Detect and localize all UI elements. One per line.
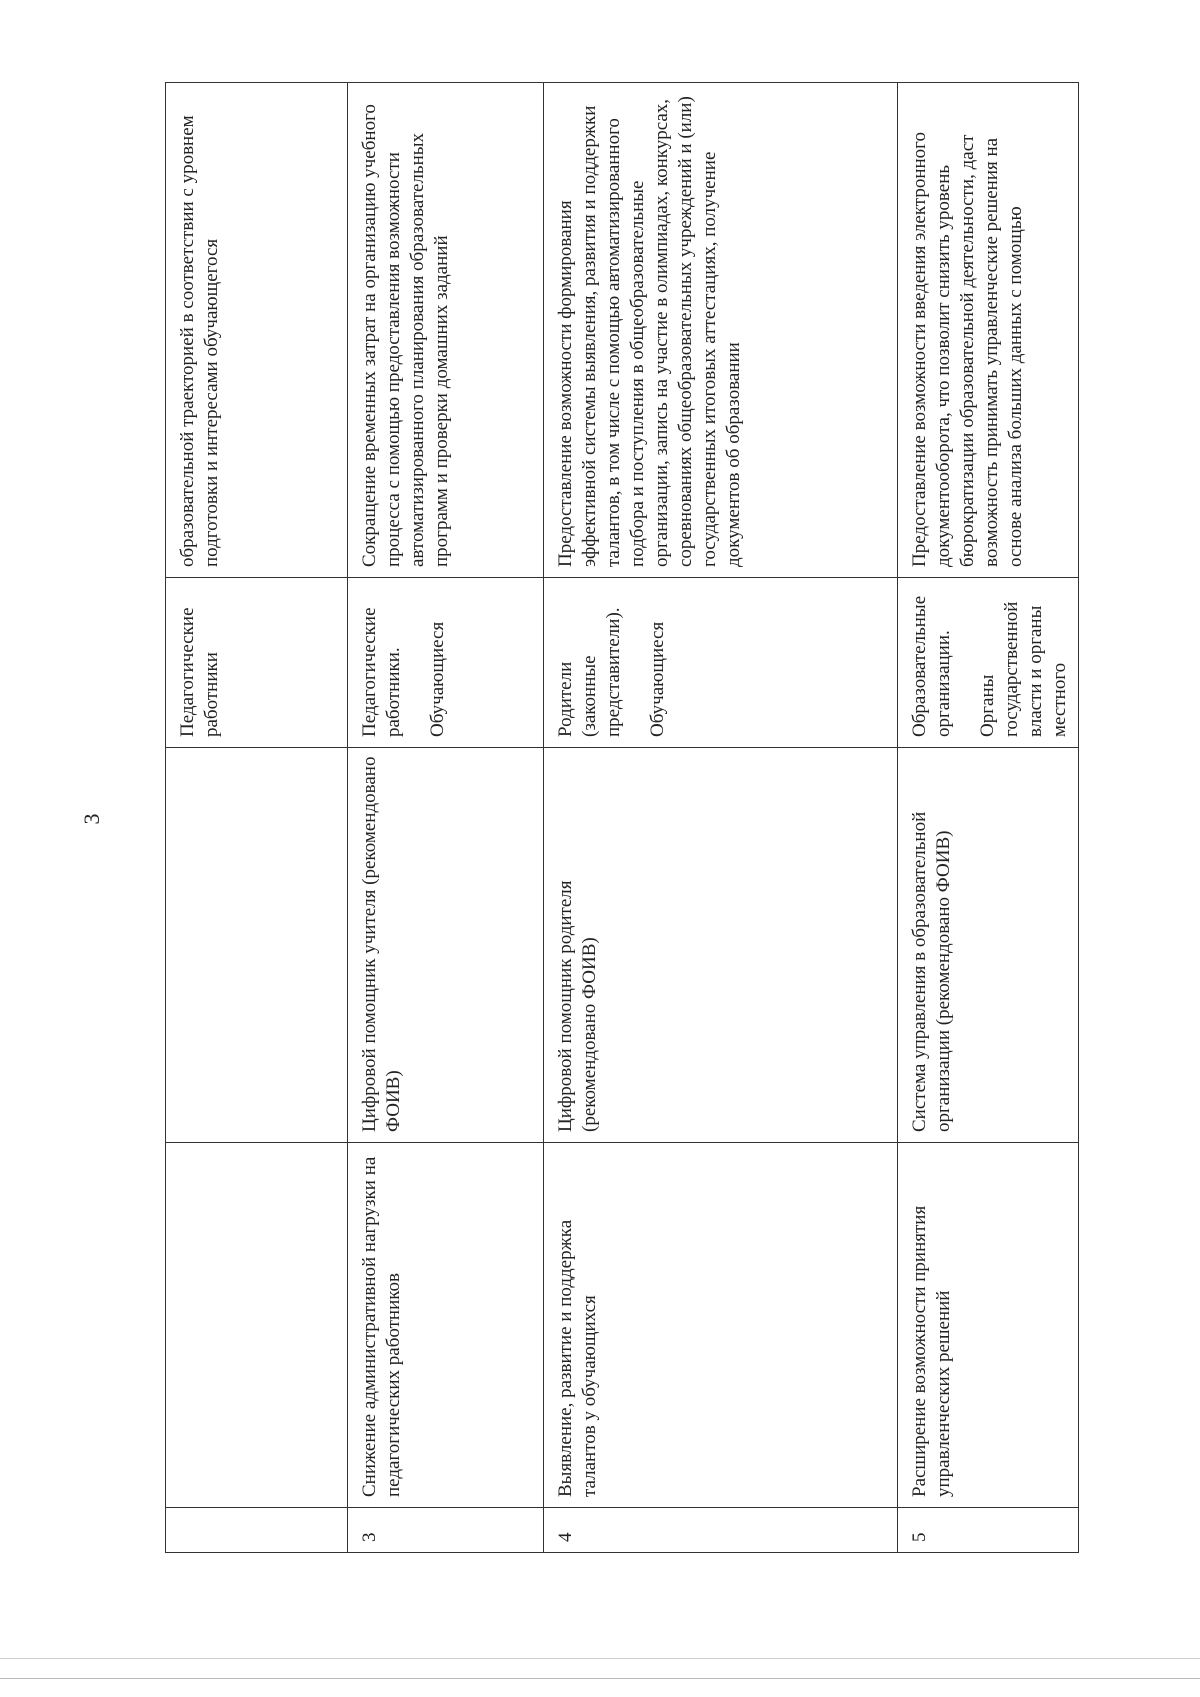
users-cell <box>544 578 898 748</box>
users-text: Органы государственной власти и органы местного <box>977 601 1070 737</box>
effect-cell: Сокращение временных затрат на организацию учебного процесса с помощью предоставления возможности автоматизированного планирования образовательных программ и проверки домашних заданий <box>348 83 544 578</box>
table-row <box>898 83 1079 1553</box>
service-cell: Система управления в образовательной организации (рекомендовано ФОИВ) <box>898 748 1079 1143</box>
rotated-table-container <box>165 83 1075 1553</box>
scan-artifact-line <box>0 1658 1200 1659</box>
table-row <box>348 83 544 1553</box>
effect-cell: Предоставление возможности формирования эффективной системы выявления, развития и поддержки талантов, в том числе с помощью автоматизированного подбора и поступления в общеобразовательные организации, запись на участие в олимпиадах, конкурсах, соревнованиях общеобразовательных учреждений и (или) государственных итоговых аттестациях, получение документов об образовании <box>544 83 898 578</box>
users-text: Обучающиеся <box>427 621 448 737</box>
users-text: Образовательные организации. <box>909 595 954 737</box>
page-number: 3 <box>79 813 104 825</box>
users-cell <box>898 578 1079 748</box>
effect-cell: образовательной траекторией в соответствии с уровнем подготовки и интересами обучающегося <box>166 83 348 578</box>
services-table <box>165 82 1079 1553</box>
users-text: Родители (законные представители). <box>555 607 624 737</box>
row-number-cell: 5 <box>898 1508 1079 1553</box>
service-cell: Цифровой помощник родителя (рекомендовано ФОИВ) <box>544 748 898 1143</box>
effect-cell: Предоставление возможности введения электронного документооборота, что позволит снизить уровень бюрократизации образовательной деятельности, даст возможность принимать управленческие решения на основе анализа больших данных с помощью <box>898 83 1079 578</box>
service-cell <box>166 748 348 1143</box>
users-text: Педагогические работники. <box>359 607 404 737</box>
scan-artifact-line <box>0 1678 1200 1679</box>
task-cell: Выявление, развитие и поддержка талантов у обучающихся <box>544 1143 898 1508</box>
service-cell: Цифровой помощник учителя (рекомендовано ФОИВ) <box>348 748 544 1143</box>
table-row <box>166 83 348 1553</box>
task-cell: Снижение административной нагрузки на педагогических работников <box>348 1143 544 1508</box>
users-cell <box>166 578 348 748</box>
row-number-cell: 4 <box>544 1508 898 1553</box>
row-number-cell: 3 <box>348 1508 544 1553</box>
task-cell <box>166 1143 348 1508</box>
row-number-cell <box>166 1508 348 1553</box>
users-text: Педагогические работники <box>177 607 222 737</box>
task-cell: Расширение возможности принятия управленческих решений <box>898 1143 1079 1508</box>
users-text: Обучающиеся <box>647 621 668 737</box>
table-row <box>544 83 898 1553</box>
users-cell <box>348 578 544 748</box>
